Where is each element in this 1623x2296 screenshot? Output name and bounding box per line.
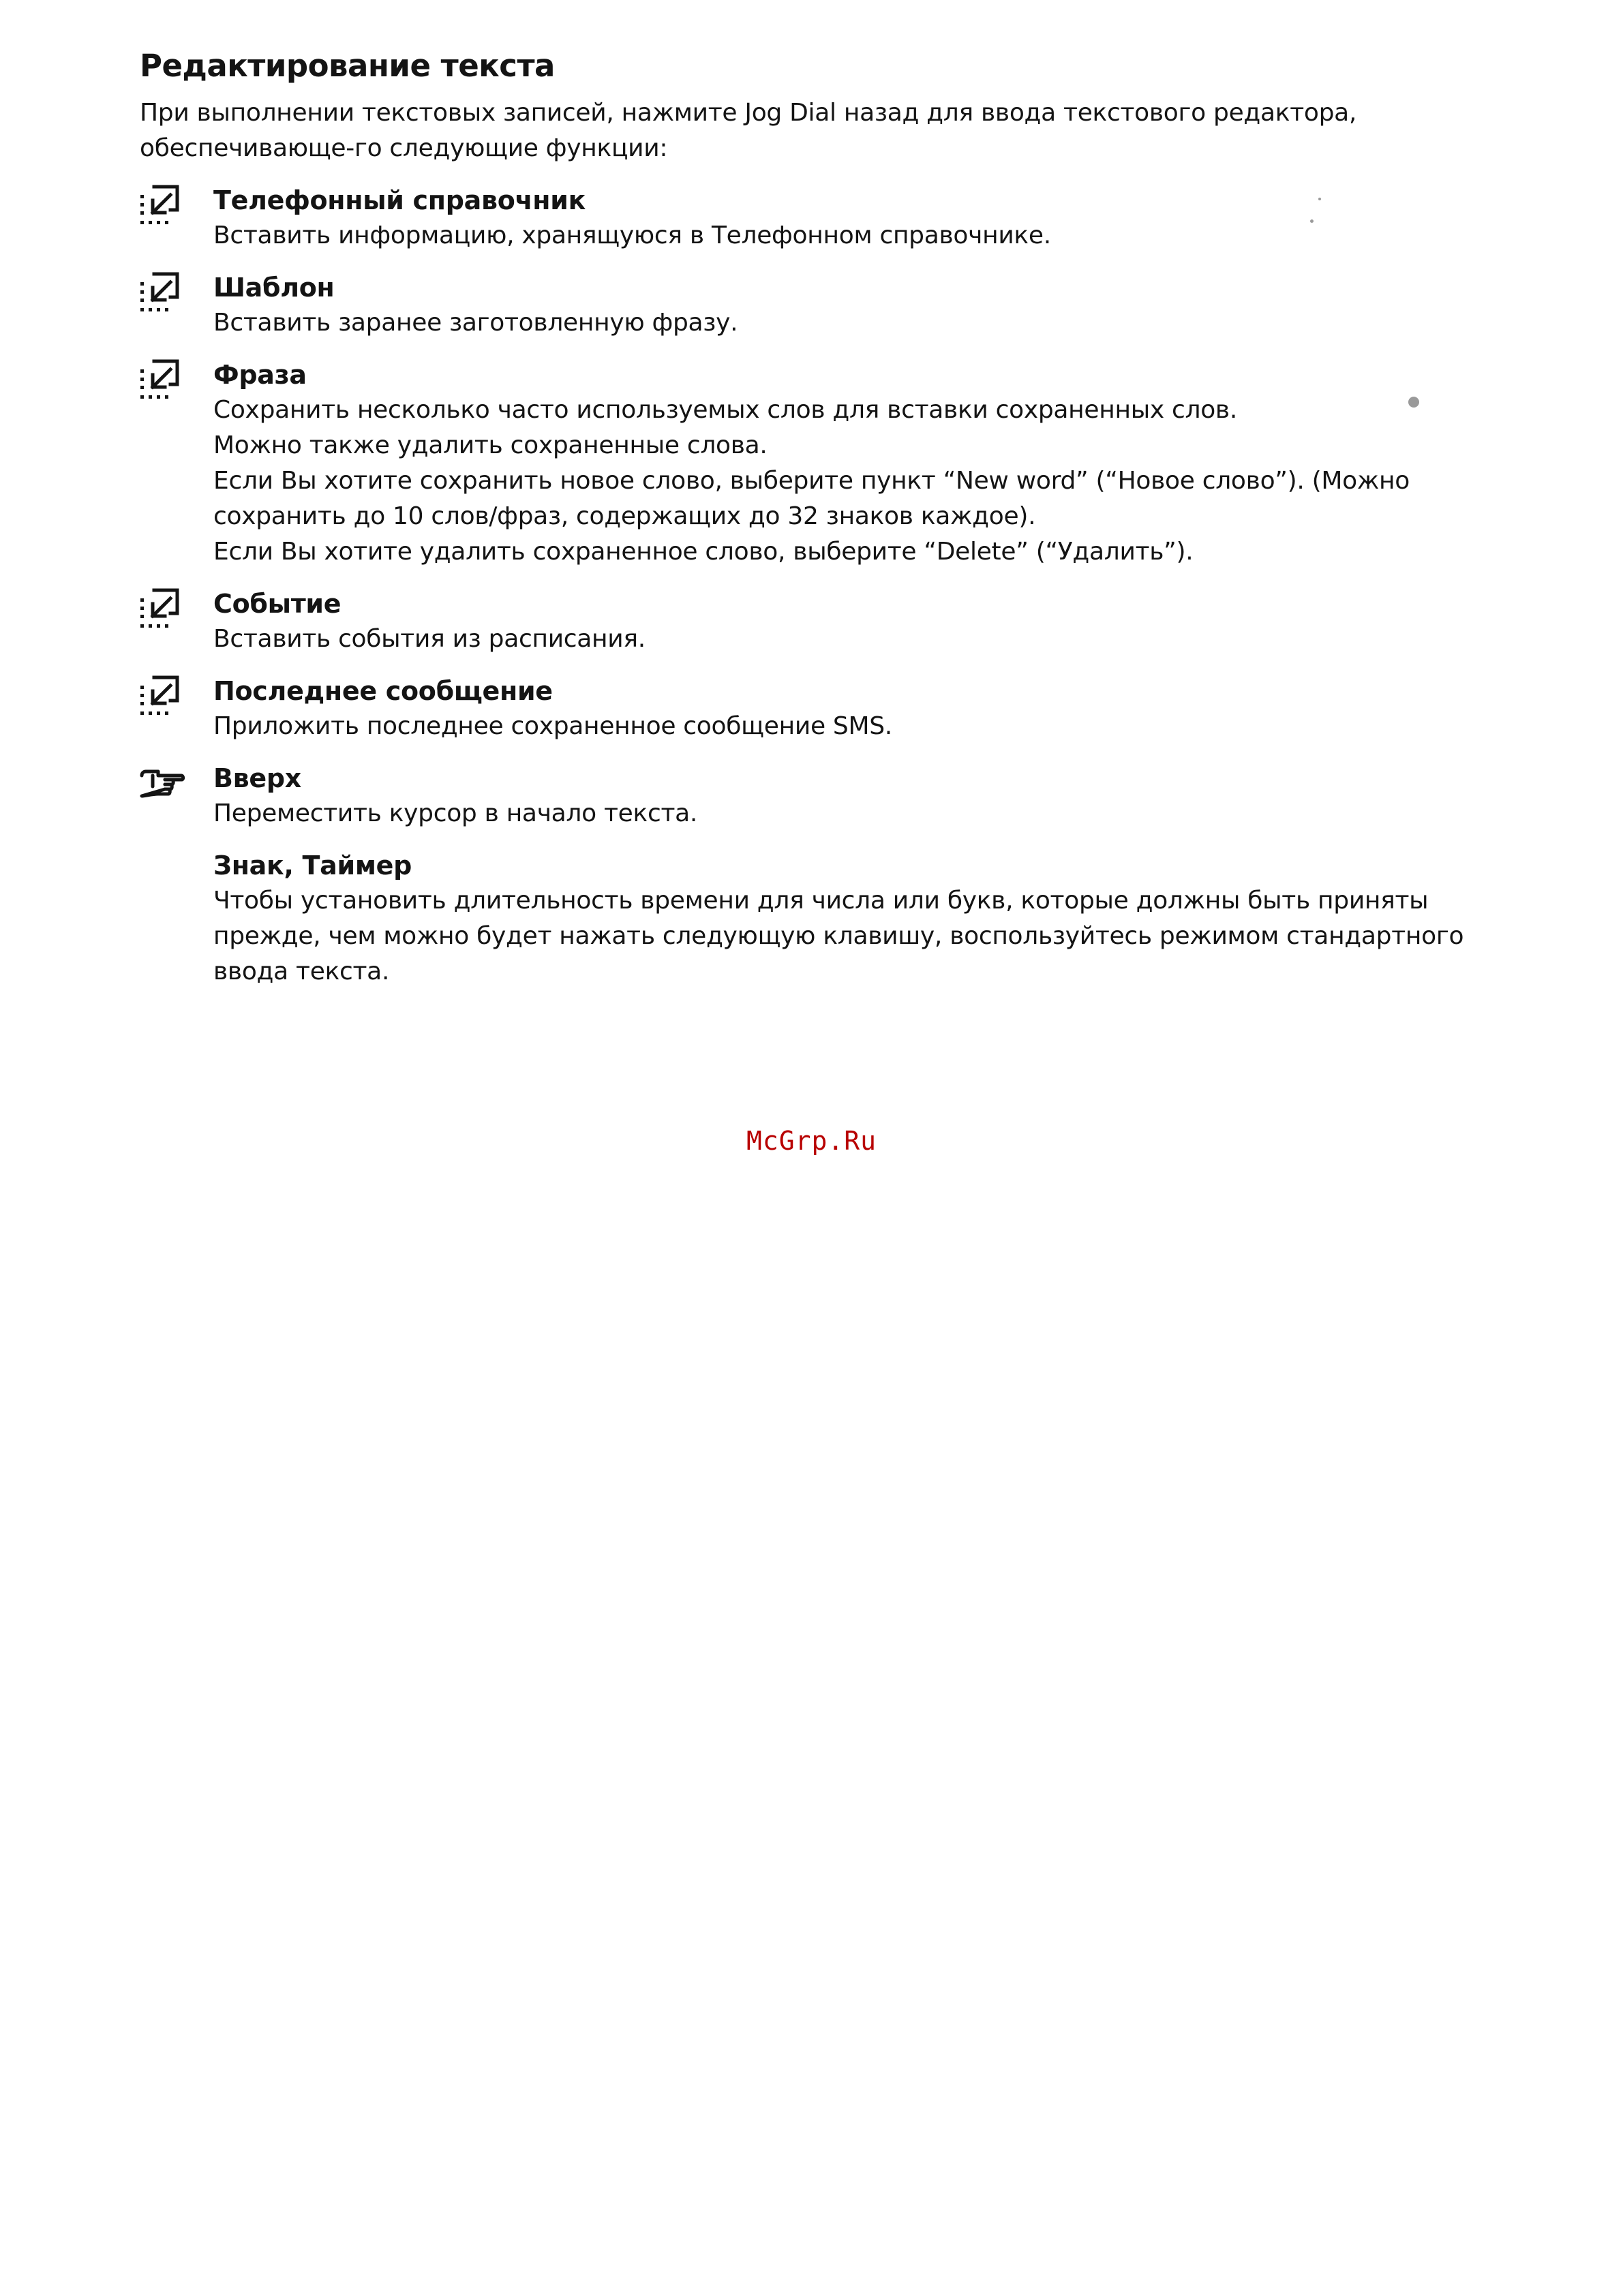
insert-icon: [138, 586, 181, 630]
entry-text: Если Вы хотите удалить сохраненное слово, выберите “Delete” (“Удалить”).: [213, 538, 1194, 566]
pointing-hand-icon: [138, 766, 185, 807]
entry-text: Приложить последнее сохраненное сообщение SMS.: [213, 712, 892, 740]
entry-text: Можно также удалить сохраненные слова.: [213, 431, 768, 459]
entry-text: Вставить заранее заготовленную фразу.: [213, 309, 738, 337]
entry-text: Чтобы установить длительность времени для числа или букв, которые должны быть приняты прежде, чем можно будет нажать следующую клавишу, воспользуйтесь режимом стандартного ввода текста.: [213, 887, 1464, 985]
insert-icon: [138, 183, 181, 226]
entry-up: [213, 761, 1508, 831]
insert-icon: [138, 357, 181, 401]
scan-speck: [1408, 397, 1419, 408]
entry-text: Сохранить несколько часто используемых слов для вставки сохраненных слов.: [213, 396, 1237, 424]
page-title: Редактирование текста: [140, 48, 555, 84]
entry-title: Последнее сообщение: [213, 676, 553, 706]
entry-phonebook: [213, 183, 1508, 254]
entry-title: Событие: [213, 589, 342, 619]
entry-title: Шаблон: [213, 273, 335, 303]
scan-speck: [1310, 219, 1314, 223]
intro-paragraph: При выполнении текстовых записей, нажмите Jog Dial назад для ввода текстового редактора, обеспечивающе-го следующие функции:: [140, 99, 1357, 162]
insert-icon: [138, 673, 181, 717]
entry-text: Вставить информацию, хранящуюся в Телефонном справочнике.: [213, 221, 1051, 249]
entry-title: Фраза: [213, 360, 307, 390]
scan-speck: [1318, 198, 1321, 200]
insert-icon: [138, 270, 181, 313]
entry-event: [213, 586, 1508, 657]
entry-title: Вверх: [213, 763, 301, 793]
entry-text: Вставить события из расписания.: [213, 625, 646, 653]
entry-sign-timer: [213, 848, 1508, 990]
entry-title: Знак, Таймер: [213, 851, 412, 881]
entry-text: Переместить курсор в начало текста.: [213, 799, 698, 827]
entry-text: Если Вы хотите сохранить новое слово, выберите пункт “New word” (“Новое слово”). (Можно сохранить до 10 слов/фраз, содержащих до 32 знаков каждое).: [213, 467, 1410, 530]
entry-phrase: [213, 357, 1508, 570]
watermark: McGrp.Ru: [746, 1126, 877, 1156]
entry-title: Телефонный справочник: [213, 185, 586, 215]
entry-template: [213, 270, 1508, 341]
entry-last-message: [213, 673, 1508, 744]
